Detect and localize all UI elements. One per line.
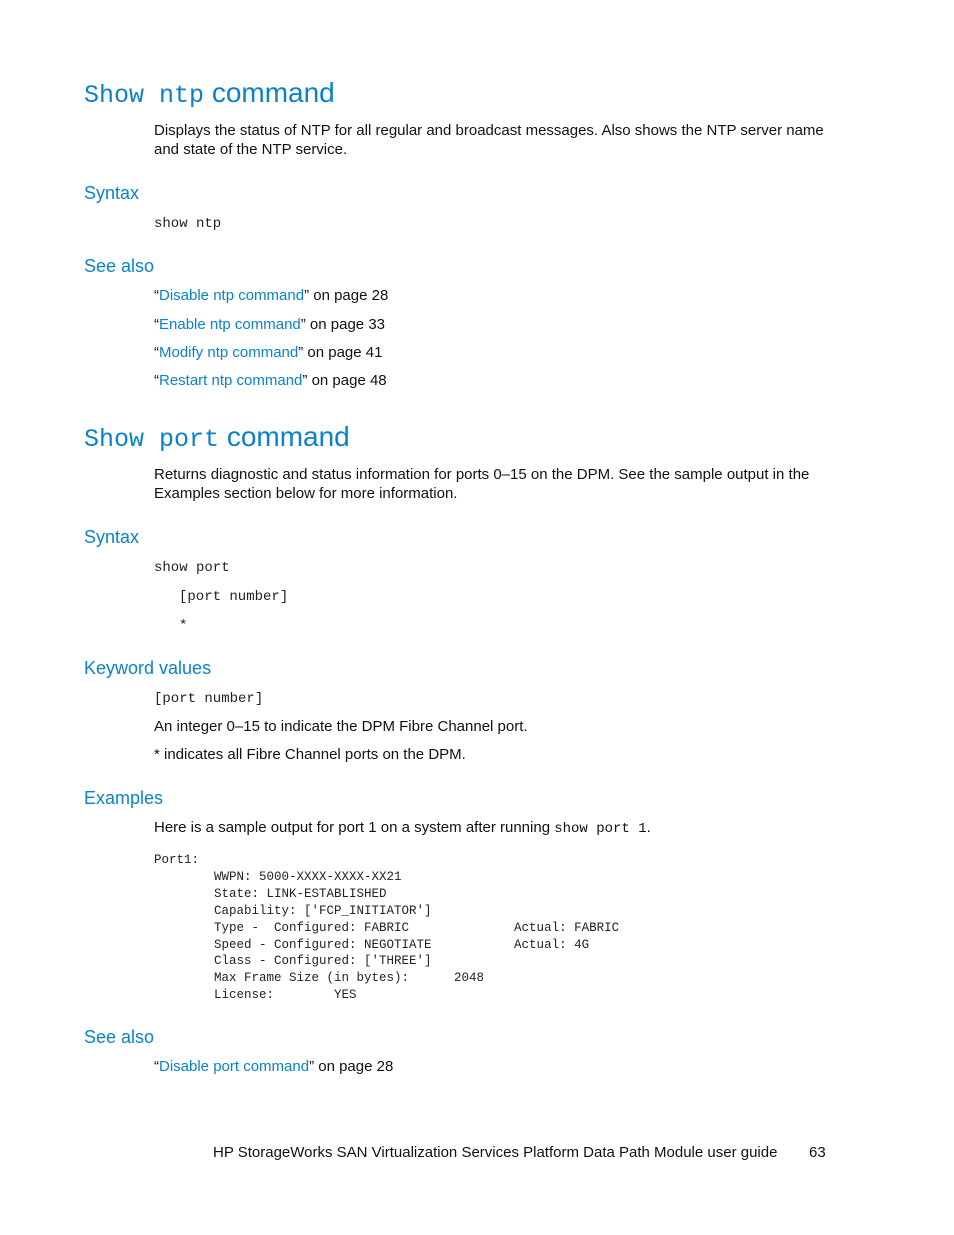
- ntp-description: Displays the status of NTP for all regular and broadcast messages. Also shows the NTP server name and state of the NTP service.: [154, 122, 824, 158]
- port-syntax-line: *: [179, 618, 188, 634]
- page-ref: ” on page 28: [309, 1058, 394, 1075]
- port-syntax-line: [port number]: [179, 589, 289, 605]
- link-disable-port[interactable]: Disable port command: [159, 1058, 310, 1075]
- footer-guide-title: HP StorageWorks SAN Virtualization Services Platform Data Path Module user guide: [213, 1144, 778, 1161]
- see-also-item: [154, 286, 388, 305]
- keyword-code: [port number]: [154, 691, 264, 707]
- ntp-see-also-heading: See also: [84, 256, 155, 276]
- keyword-desc: An integer 0–15 to indicate the DPM Fibre Channel port.: [154, 718, 528, 735]
- title-rest: command: [211, 77, 335, 108]
- title-mono: Show ntp: [84, 81, 205, 110]
- link-modify-ntp[interactable]: Modify ntp command: [159, 344, 299, 361]
- intro-text: Here is a sample output for port 1 on a system after running: [154, 819, 555, 836]
- port-syntax-line: show port: [154, 560, 230, 576]
- quote-open: “: [154, 344, 159, 361]
- section-ntp-title: [84, 78, 335, 111]
- quote-open: “: [154, 1058, 159, 1075]
- link-disable-ntp[interactable]: Disable ntp command: [159, 287, 305, 304]
- page-ref: ” on page 28: [304, 287, 389, 304]
- link-enable-ntp[interactable]: Enable ntp command: [159, 316, 301, 333]
- quote-open: “: [154, 372, 159, 389]
- see-also-item: [154, 371, 387, 390]
- port-syntax-heading: Syntax: [84, 527, 140, 547]
- page-ref: ” on page 41: [298, 344, 383, 361]
- keyword-desc: * indicates all Fibre Channel ports on the DPM.: [154, 746, 466, 763]
- intro-code: show port 1: [554, 821, 647, 837]
- quote-open: “: [154, 287, 159, 304]
- port-see-also-heading: See also: [84, 1027, 155, 1047]
- examples-intro: [154, 818, 651, 839]
- keyword-heading: Keyword values: [84, 658, 212, 678]
- see-also-item: [154, 343, 382, 362]
- port-description: Returns diagnostic and status information for ports 0–15 on the DPM. See the sample output in the Examples section below for more information.: [154, 466, 810, 502]
- quote-open: “: [154, 316, 159, 333]
- section-port-title: [84, 422, 350, 455]
- see-also-item: [154, 1057, 393, 1076]
- ntp-syntax-code: show ntp: [154, 216, 222, 232]
- footer-page-number: 63: [809, 1144, 826, 1161]
- intro-end: .: [646, 819, 651, 836]
- page-ref: ” on page 33: [300, 316, 386, 333]
- page-ref: ” on page 48: [302, 372, 387, 389]
- title-rest: command: [226, 421, 350, 452]
- examples-heading: Examples: [84, 788, 164, 808]
- link-restart-ntp[interactable]: Restart ntp command: [159, 372, 303, 389]
- sample-output: Port1: WWPN: 5000-XXXX-XXXX-XX21 State: LINK-ESTABLISHED Capability: ['FCP_INITIATOR'] Type - Configured: FABRIC Actual: FABRIC Speed - Configured: NEGOTIATE Actual: 4G Class - Configured: ['THREE'] Max Frame Size (in bytes): 2048 License: YES: [154, 853, 620, 1003]
- see-also-item: [154, 315, 385, 334]
- title-mono: Show port: [84, 425, 220, 454]
- ntp-syntax-heading: Syntax: [84, 183, 140, 203]
